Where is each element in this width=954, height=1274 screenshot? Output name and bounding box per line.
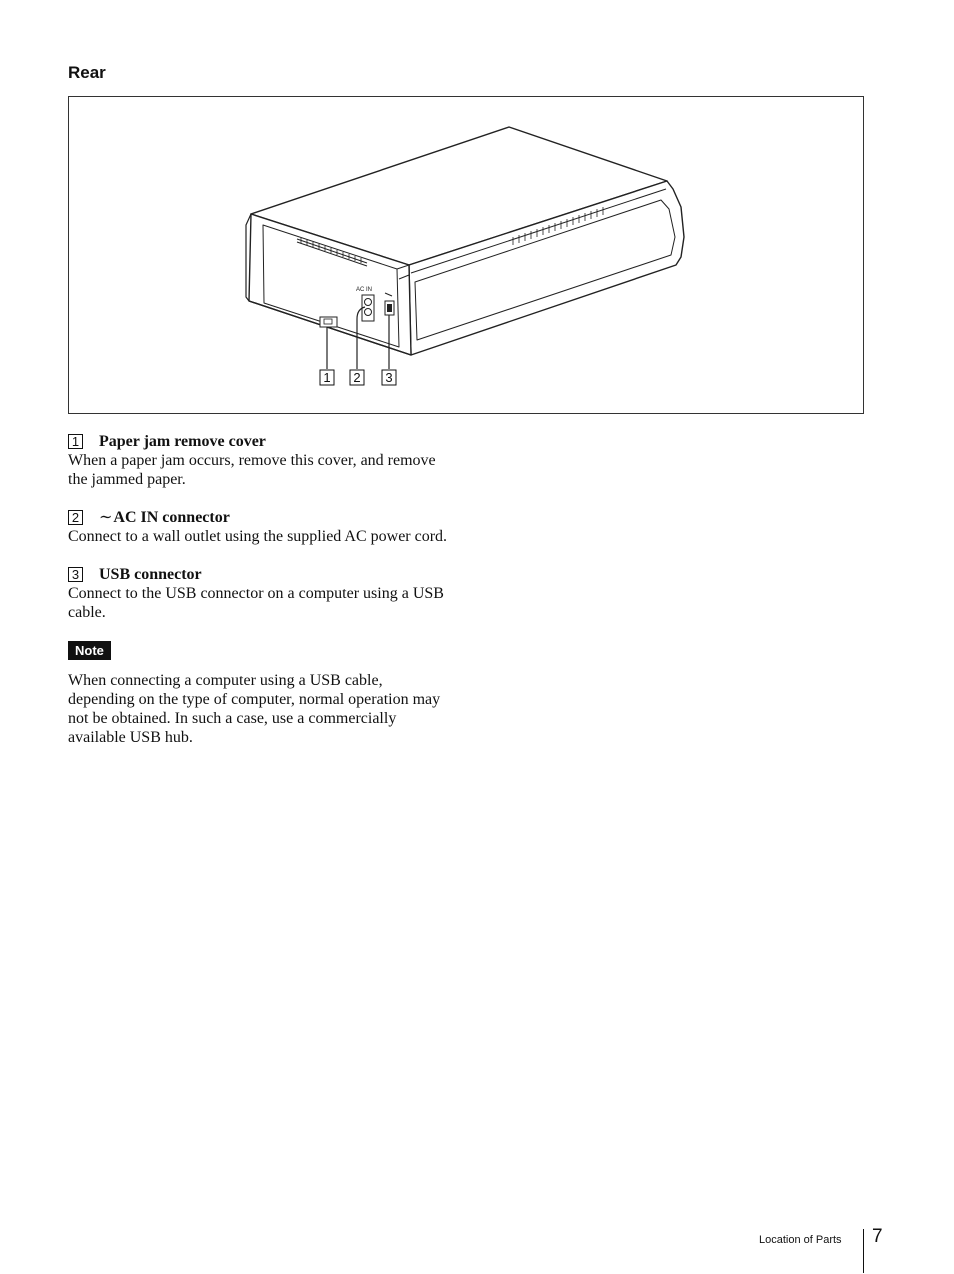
part-number-badge: 1: [68, 434, 83, 449]
note-text: When connecting a computer using a USB cable, depending on the type of computer, normal operation may not be obtained. In such a case, use a commercially available USB hub.: [68, 672, 441, 746]
part-item-paper-jam-cover: [68, 432, 448, 489]
part-description: When a paper jam occurs, remove this cover, and remove the jammed paper.: [68, 452, 436, 488]
part-title-text: Paper jam remove cover: [99, 433, 266, 450]
rear-view-figure: [68, 96, 864, 414]
footer-divider: [863, 1229, 864, 1273]
part-item-title: [68, 432, 448, 451]
footer-section-name: Location of Parts: [759, 1234, 842, 1246]
part-title-text: USB connector: [99, 566, 202, 583]
part-title-text: AC IN connector: [113, 509, 230, 526]
parts-list: [68, 432, 448, 747]
part-item-ac-in-connector: [68, 508, 448, 546]
part-item-title: [68, 508, 448, 527]
callout-2: [350, 370, 364, 385]
callout-3-label: 3: [385, 370, 393, 385]
note-section: [68, 641, 448, 747]
section-heading: Rear: [68, 63, 106, 82]
part-description: Connect to a wall outlet using the supplied AC power cord.: [68, 528, 448, 545]
callout-1-label: 1: [323, 370, 331, 385]
ac-in-panel-label: AC IN: [356, 287, 373, 293]
part-item-title: [68, 565, 448, 584]
callout-3: [382, 370, 396, 385]
part-number-badge: 2: [68, 510, 83, 525]
part-item-usb-connector: [68, 565, 448, 622]
note-badge: Note: [68, 641, 111, 660]
ac-symbol-icon: ∼: [99, 509, 113, 526]
page-number: 7: [872, 1226, 883, 1247]
part-number-badge: 3: [68, 567, 83, 582]
part-description: Connect to the USB connector on a computer using a USB cable.: [68, 585, 444, 621]
printer-rear-illustration: [69, 97, 863, 413]
callout-2-label: 2: [353, 370, 361, 385]
callout-1: [320, 370, 334, 385]
